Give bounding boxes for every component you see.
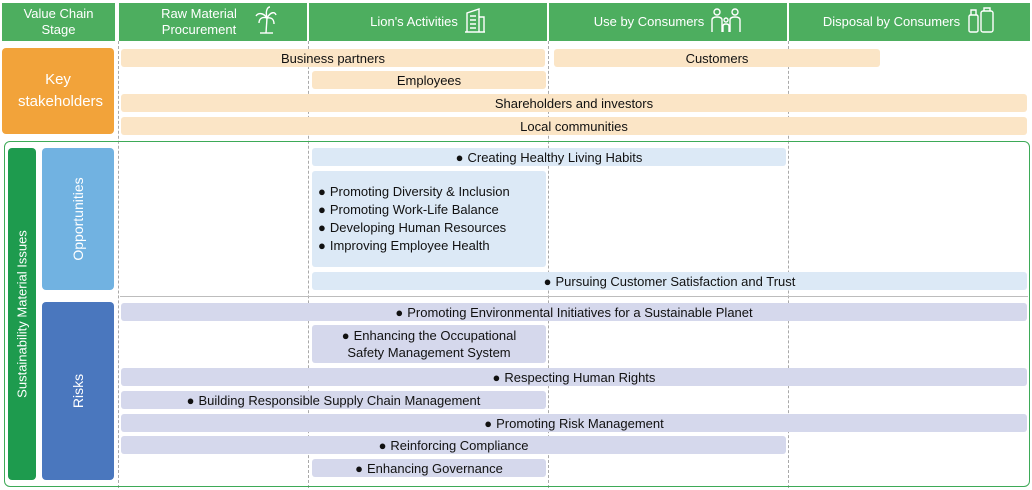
risk-human-rights: [121, 368, 1027, 386]
sustainability-material-issues-label: [8, 148, 36, 480]
stakeholder-local-communities: Local communities: [121, 117, 1027, 135]
list-item: ● Improving Employee Health: [318, 237, 546, 255]
risk-occupational-safety: [312, 325, 546, 363]
risk-supply-chain-text: ● Building Responsible Supply Chain Management: [187, 393, 481, 408]
risk-management-text: ● Promoting Risk Management: [484, 416, 664, 431]
header-lion-label: Lion's Activities: [370, 14, 458, 29]
risk-compliance: [121, 436, 786, 454]
family-icon: [710, 7, 742, 37]
palm-tree-icon: [255, 6, 277, 38]
risk-environmental: [121, 303, 1027, 321]
opportunities-label: [42, 148, 114, 290]
opportunities-risks-divider: [120, 296, 1028, 297]
opportunity-healthy-living: [312, 148, 786, 166]
risk-human-rights-text: ● Respecting Human Rights: [493, 370, 656, 385]
risk-safety-line2: Safety Management System: [347, 345, 511, 360]
header-raw-label: Raw Material Procurement: [161, 6, 237, 37]
building-icon: [464, 7, 486, 37]
risk-management: [121, 414, 1027, 432]
header-use-by-consumers: [549, 3, 787, 41]
risks-text: Risks: [70, 373, 86, 409]
stakeholder-shareholders: Shareholders and investors: [121, 94, 1027, 112]
stakeholder-customers: Customers: [554, 49, 880, 67]
opportunity-customer-satisfaction-text: ● Pursuing Customer Satisfaction and Trust: [544, 274, 796, 289]
risks-label: [42, 302, 114, 480]
header-disposal-label: Disposal by Consumers: [822, 14, 961, 29]
key-stakeholders-text: Key stakeholders: [18, 71, 104, 110]
bottle-container-icon: [966, 6, 996, 38]
risk-environmental-text: ● Promoting Environmental Initiatives for a Sustainable Planet: [395, 305, 752, 320]
header-lions-activities: [309, 3, 547, 41]
risk-compliance-text: ● Reinforcing Compliance: [379, 438, 529, 453]
opportunity-employee-group: [312, 171, 546, 267]
risk-governance-text: ● Enhancing Governance: [355, 461, 503, 476]
header-use-label: Use by Consumers: [593, 14, 705, 29]
stakeholder-employees: Employees: [312, 71, 546, 89]
risk-safety-line1: ● Enhancing the Occupational: [342, 327, 516, 344]
key-stakeholders-label: [2, 48, 114, 134]
opportunity-healthy-living-text: ● Creating Healthy Living Habits: [456, 150, 643, 165]
header-raw-material: [119, 3, 307, 41]
list-item: ● Promoting Diversity & Inclusion: [318, 183, 546, 201]
smi-text: Sustainability Material Issues: [14, 230, 30, 398]
opportunity-customer-satisfaction: [312, 272, 1027, 290]
list-item: ● Developing Human Resources: [318, 219, 546, 237]
stakeholder-business-partners: Business partners: [121, 49, 545, 67]
header-value-chain-stage: [2, 3, 115, 41]
risk-occupational-safety-text: [342, 327, 516, 361]
list-item: ● Promoting Work-Life Balance: [318, 201, 546, 219]
risk-governance: [312, 459, 546, 477]
header-disposal-by-consumers: [789, 3, 1030, 41]
opportunities-text: Opportunities: [70, 177, 86, 261]
header-stage-label: Value Chain Stage: [23, 6, 94, 37]
risk-supply-chain: [121, 391, 546, 409]
